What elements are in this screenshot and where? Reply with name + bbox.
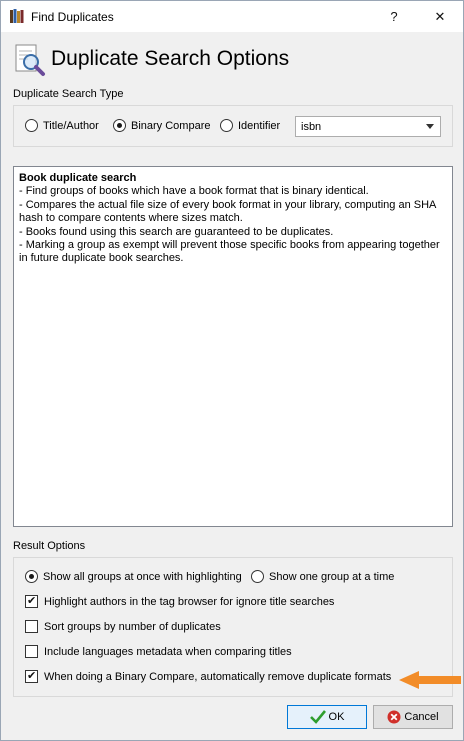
checkmark-icon (310, 710, 326, 724)
radio-label: Binary Compare (131, 119, 211, 132)
window-title: Find Duplicates (31, 10, 114, 24)
description-panel (13, 166, 453, 527)
radio-indicator (25, 570, 38, 583)
magnifier-document-icon (13, 43, 47, 77)
result-options-label: Result Options (13, 540, 86, 552)
books-app-icon (9, 8, 25, 24)
identifier-select-value: isbn (301, 120, 322, 133)
checkbox-label: Sort groups by number of duplicates (44, 620, 221, 633)
radio-label: Title/Author (43, 119, 99, 132)
identifier-select[interactable] (295, 116, 441, 137)
title-bar (1, 1, 463, 32)
check-auto-remove-formats[interactable] (25, 670, 391, 683)
checkbox-indicator (25, 620, 38, 633)
description-line: - Marking a group as exempt will prevent those specific books from appearing together in future duplicate book searches. (19, 239, 440, 265)
help-button[interactable]: ? (390, 9, 398, 24)
chevron-down-icon (426, 124, 434, 129)
checkbox-label: Highlight authors in the tag browser for ignore title searches (44, 595, 335, 608)
check-include-languages[interactable] (25, 645, 292, 658)
radio-label: Show one group at a time (269, 570, 395, 583)
radio-label: Show all groups at once with highlighting (43, 570, 242, 583)
radio-show-all-groups[interactable] (25, 570, 242, 583)
check-sort-groups[interactable] (25, 620, 221, 633)
cancel-button[interactable] (373, 705, 453, 729)
cancel-button-label: Cancel (404, 711, 439, 723)
checkbox-indicator (25, 670, 38, 683)
radio-show-one-group[interactable] (251, 570, 394, 583)
checkbox-label: When doing a Binary Compare, automatically remove duplicate formats (44, 670, 392, 683)
radio-binary-compare[interactable] (113, 119, 210, 132)
description-line: - Compares the actual file size of every book format in your library, computing an SHA hash to compare contents where sizes match. (19, 198, 436, 225)
cancel-icon (387, 710, 401, 724)
checkbox-indicator (25, 595, 38, 608)
checkbox-indicator (25, 645, 38, 658)
ok-button[interactable] (287, 705, 367, 729)
check-highlight-authors[interactable] (25, 595, 334, 608)
search-type-label: Duplicate Search Type (13, 88, 124, 100)
close-button[interactable]: ✕ (434, 8, 446, 24)
radio-title-author[interactable] (25, 119, 99, 132)
checkbox-label: Include languages metadata when comparing titles (44, 645, 292, 658)
radio-indicator (113, 119, 126, 132)
description-line: - Books found using this search are guaranteed to be duplicates. (19, 225, 334, 238)
radio-indicator (25, 119, 38, 132)
description-line: - Find groups of books which have a book format that is binary identical. (19, 185, 369, 198)
radio-indicator (251, 570, 264, 583)
radio-label: Identifier (238, 119, 281, 132)
page-title: Duplicate Search Options (51, 47, 290, 70)
ok-button-label: OK (328, 711, 345, 723)
description-heading: Book duplicate search (19, 172, 137, 184)
radio-identifier[interactable] (220, 119, 280, 132)
arrow-left-icon (399, 670, 461, 690)
radio-indicator (220, 119, 233, 132)
